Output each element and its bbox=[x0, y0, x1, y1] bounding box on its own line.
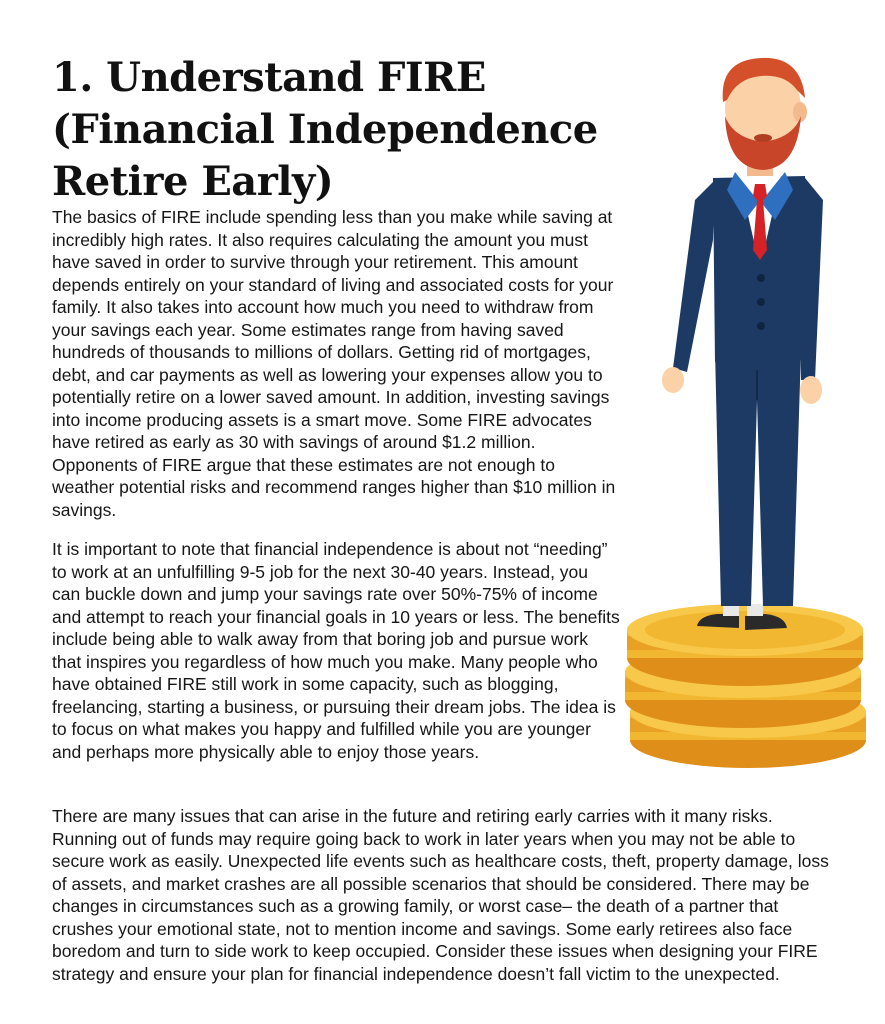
body-paragraph-2: It is important to note that financial independence is about not “needing” to work at an unfulfilling 9-5 job for the next 30-40 years. Instead, you can buckle down and jump your savings rate over 50%-75% of income and attempt to reach your financial goals in 10 years or less. The benefits include being able to walk away from that boring job and pursue work that inspires you regardless of how much you make. Many people who have obtained FIRE still work in some capacity, such as blogging, freelancing, starting a business, or pursuing their dream jobs. The idea is to focus on what makes you happy and fulfilled while you are younger and perhaps more physically able to enjoy those years. bbox=[52, 539, 620, 762]
body-paragraph-3: There are many issues that can arise in the future and retiring early carries with it many risks. Running out of funds may require going back to work in later years when you may not be able to secure work as easily. Unexpected life events such as healthcare costs, theft, property damage, loss of assets, and market crashes are all possible scenarios that should be considered. There may be changes in circumstances such as a growing family, or worst case– the death of a partner that crushes your emotional state, not to mention income and savings. Some early retirees also face boredom and turn to side work to keep occupied. Consider these issues when designing your FIRE strategy and ensure your plan for financial independence doesn’t fall victim to the unexpected. bbox=[52, 806, 829, 984]
page-title: 1. Understand FIRE (Financial Independence Retire Early) bbox=[52, 54, 598, 205]
businessman-on-coin-stack-icon bbox=[615, 50, 875, 780]
body-paragraph-1: The basics of FIRE include spending less than you make while saving at incredibly high rates. It also requires calculating the amount you must have saved in order to survive through your retirement. This amount depends entirely on your standard of living and associated costs for your family. It also takes into account how much you need to withdraw from your savings each year. Some estimates range from having saved hundreds of thousands to millions of dollars. Getting rid of mortgages, debt, and car payments as well as lowering your expenses allow you to potentially retire on a lower saved amount. In addition, investing savings into income producing assets is a smart move. Some FIRE advocates have retired as early as 30 with savings of around $1.2 million. Opponents of FIRE argue that these estimates are not enough to weather potential risks and recommend ranges higher than $10 million in savings. bbox=[52, 207, 616, 520]
